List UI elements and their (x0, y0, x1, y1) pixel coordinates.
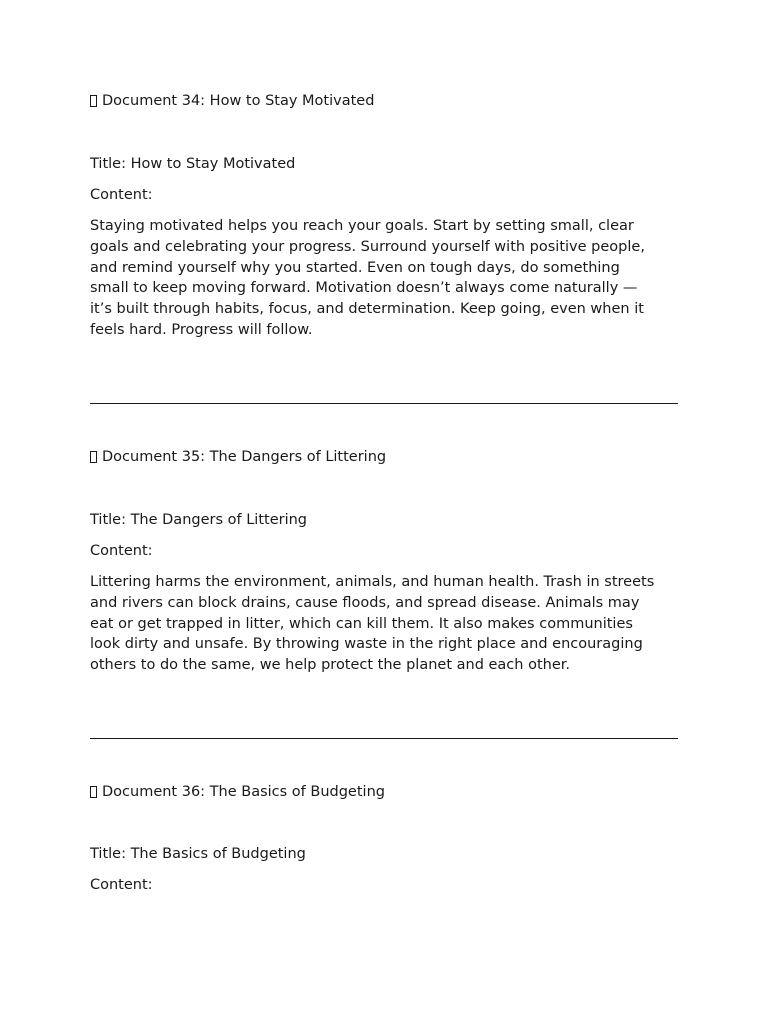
missing-glyph-icon (90, 786, 97, 798)
content-line: and remind yourself why you started. Even on tough days, do something (90, 259, 620, 276)
section-divider (90, 403, 678, 404)
section-divider (90, 738, 678, 739)
document-heading-text: Document 36: The Basics of Budgeting (102, 784, 385, 800)
document-title-line: Title: How to Stay Motivated (90, 156, 296, 172)
content-line: small to keep moving forward. Motivation doesn’t always come naturally — (90, 280, 638, 297)
document-heading (90, 448, 386, 466)
content-line: it’s built through habits, focus, and determination. Keep going, even when it (90, 301, 644, 318)
content-line: Staying motivated helps you reach your goals. Start by setting small, clear (90, 218, 634, 234)
content-line: Littering harms the environment, animals, and human health. Trash in streets (90, 574, 655, 590)
document-heading (90, 92, 374, 110)
content-label: Content: (90, 187, 153, 203)
content-label: Content: (90, 543, 153, 559)
content-line: and rivers can block drains, cause floods, and spread disease. Animals may (90, 594, 640, 611)
content-line: look dirty and unsafe. By throwing waste in the right place and encouraging (90, 636, 643, 653)
content-line: eat or get trapped in litter, which can kill them. It also makes communities (90, 615, 633, 632)
document-heading-text: Document 34: How to Stay Motivated (102, 93, 375, 109)
content-paragraph (90, 216, 680, 341)
content-line: feels hard. Progress will follow. (90, 321, 313, 338)
content-paragraph (90, 572, 680, 676)
missing-glyph-icon (90, 451, 97, 463)
content-line: others to do the same, we help protect the planet and each other. (90, 657, 570, 674)
content-line: goals and celebrating your progress. Surround yourself with positive people, (90, 238, 645, 255)
document-heading-text: Document 35: The Dangers of Littering (102, 449, 387, 465)
missing-glyph-icon (90, 95, 97, 107)
document-title-line: Title: The Basics of Budgeting (90, 846, 306, 862)
document-heading (90, 783, 385, 801)
content-label: Content: (90, 877, 153, 893)
document-title-line: Title: The Dangers of Littering (90, 512, 308, 528)
